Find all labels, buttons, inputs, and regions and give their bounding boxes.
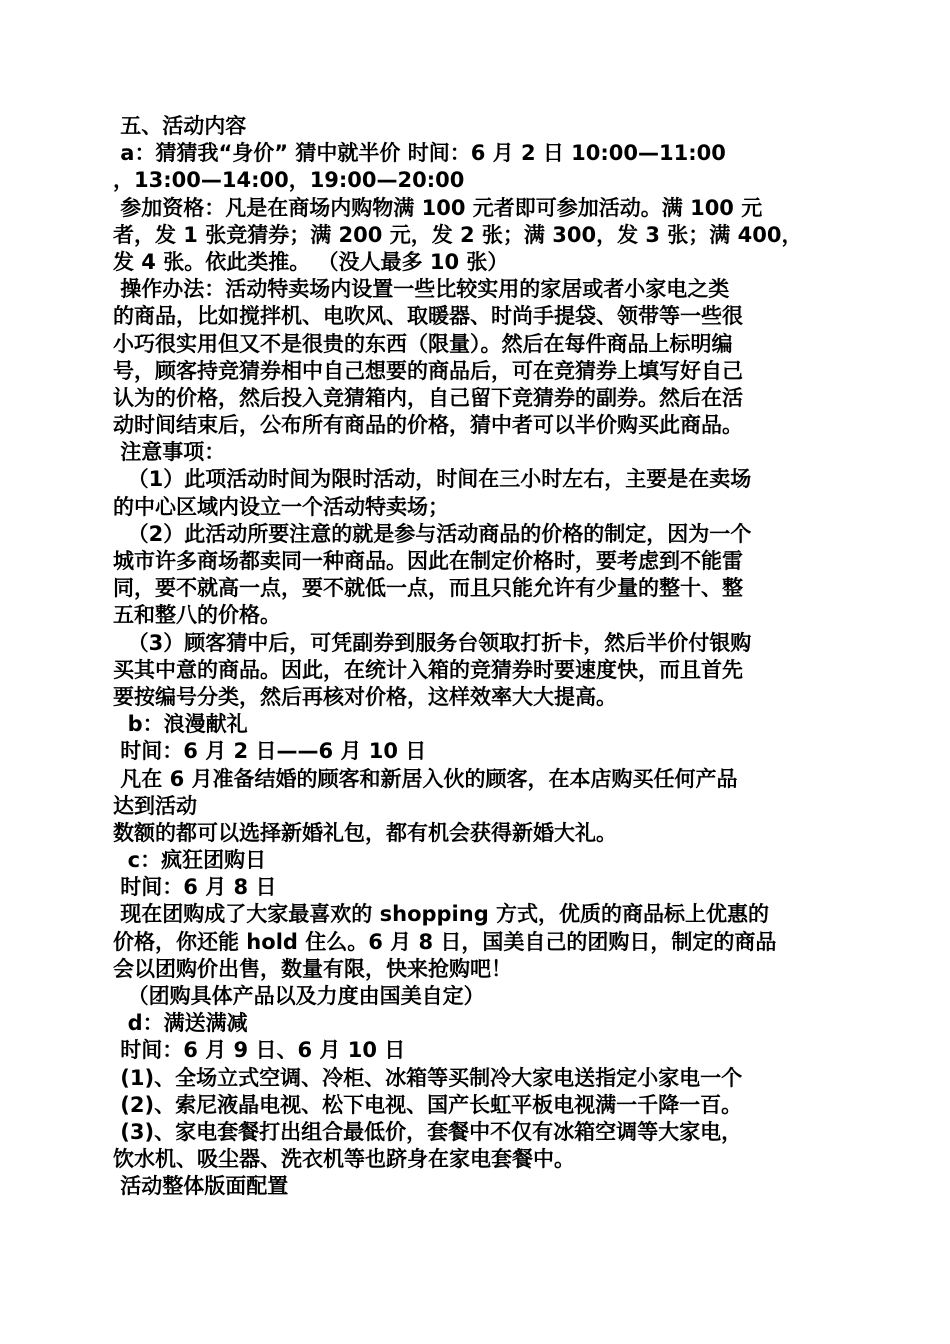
activity-a-time: ，13:00—14:00，19:00—20:00 xyxy=(113,168,465,193)
text-line: 买其中意的商品。因此，在统计入箱的竞猜券时要速度快，而且首先 xyxy=(113,657,743,682)
text-line: 认为的价格，然后投入竞猜箱内，自己留下竞猜券的副券。然后在活 xyxy=(113,385,743,410)
text-line: 要按编号分类，然后再核对价格，这样效率大大提高。 xyxy=(113,684,617,709)
activity-b-title: b：浪漫献礼 xyxy=(113,712,248,737)
text-line: 凡在 6 月准备结婚的顾客和新居入伙的顾客，在本店购买任何产品 xyxy=(113,766,738,791)
text-line: 号，顾客持竞猜券相中自己想要的商品后，可在竞猜券上填写好自己 xyxy=(113,358,743,383)
activity-a-title: a：猜猜我“身价” 猜中就半价 时间：6 月 2 日 10:00—11:00 xyxy=(113,141,726,166)
text-line: 城市许多商场都卖同一种商品。因此在制定价格时，要考虑到不能雷 xyxy=(113,549,743,573)
activity-c-title: c：疯狂团购日 xyxy=(113,848,267,873)
text-line: 参加资格：凡是在商场内购物满 100 元者即可参加活动。满 100 元 xyxy=(113,195,763,220)
text-line: 会以团购价出售，数量有限，快来抢购吧！ xyxy=(113,956,512,981)
text-line: 达到活动 xyxy=(113,793,197,818)
text-line: 动时间结束后，公布所有商品的价格，猜中者可以半价购买此商品。 xyxy=(113,413,743,438)
section-heading: 五、活动内容 xyxy=(113,114,247,138)
layout-heading: 活动整体版面配置 xyxy=(113,1174,289,1199)
text-line: （1）此项活动时间为限时活动，时间在三小时左右，主要是在卖场 xyxy=(113,467,752,492)
text-line: 价格，你还能 hold 住么。6 月 8 日，国美自己的团购日，制定的商品 xyxy=(113,929,777,954)
text-line: （2）此活动所要注意的就是参与活动商品的价格的制定，因为一个 xyxy=(113,521,752,546)
notes-heading: 注意事项： xyxy=(113,440,226,465)
text-line: (1)、全场立式空调、冷柜、冰箱等买制冷大家电送指定小家电一个 xyxy=(113,1065,743,1090)
text-line: (3)、家电套餐打出组合最低价，套餐中不仅有冰箱空调等大家电， xyxy=(113,1119,743,1144)
text-line: （团购具体产品以及力度由国美自定） xyxy=(113,984,485,1008)
text-line: 者，发 1 张竞猜券；满 200 元，发 2 张；满 300，发 3 张；满 400， xyxy=(113,222,803,247)
activity-b-time: 时间：6 月 2 日——6 月 10 日 xyxy=(113,739,427,764)
activity-d-title: d：满送满减 xyxy=(113,1011,248,1036)
text-line: 操作办法：活动特卖场内设置一些比较实用的家居或者小家电之类 xyxy=(113,277,730,302)
document-page xyxy=(113,113,843,1201)
text-line: 数额的都可以选择新婚礼包，都有机会获得新婚大礼。 xyxy=(113,820,617,845)
text-line: 的商品，比如搅拌机、电吹风、取暖器、时尚手提袋、领带等一些很 xyxy=(113,304,743,329)
activity-d-time: 时间：6 月 9 日、6 月 10 日 xyxy=(113,1038,406,1063)
text-line: 的中心区域内设立一个活动特卖场； xyxy=(113,494,449,519)
activity-c-time: 时间：6 月 8 日 xyxy=(113,875,277,900)
text-line: 发 4 张。依此类推。 （没人最多 10 张） xyxy=(113,249,509,274)
text-line: 同，要不就高一点，要不就低一点，而且只能允许有少量的整十、整 xyxy=(113,576,743,601)
text-line: (2)、索尼液晶电视、松下电视、国产长虹平板电视满一千降一百。 xyxy=(113,1092,743,1117)
text-line: 饮水机、吸尘器、洗衣机等也跻身在家电套餐中。 xyxy=(113,1147,575,1172)
text-line: 小巧很实用但又不是很贵的东西（限量）。然后在每件商品上标明编 xyxy=(113,331,733,356)
text-line: 现在团购成了大家最喜欢的 shopping 方式，优质的商品标上优惠的 xyxy=(113,902,770,927)
text-line: （3）顾客猜中后，可凭副券到服务台领取打折卡，然后半价付银购 xyxy=(113,630,752,655)
text-line: 五和整八的价格。 xyxy=(113,603,281,628)
